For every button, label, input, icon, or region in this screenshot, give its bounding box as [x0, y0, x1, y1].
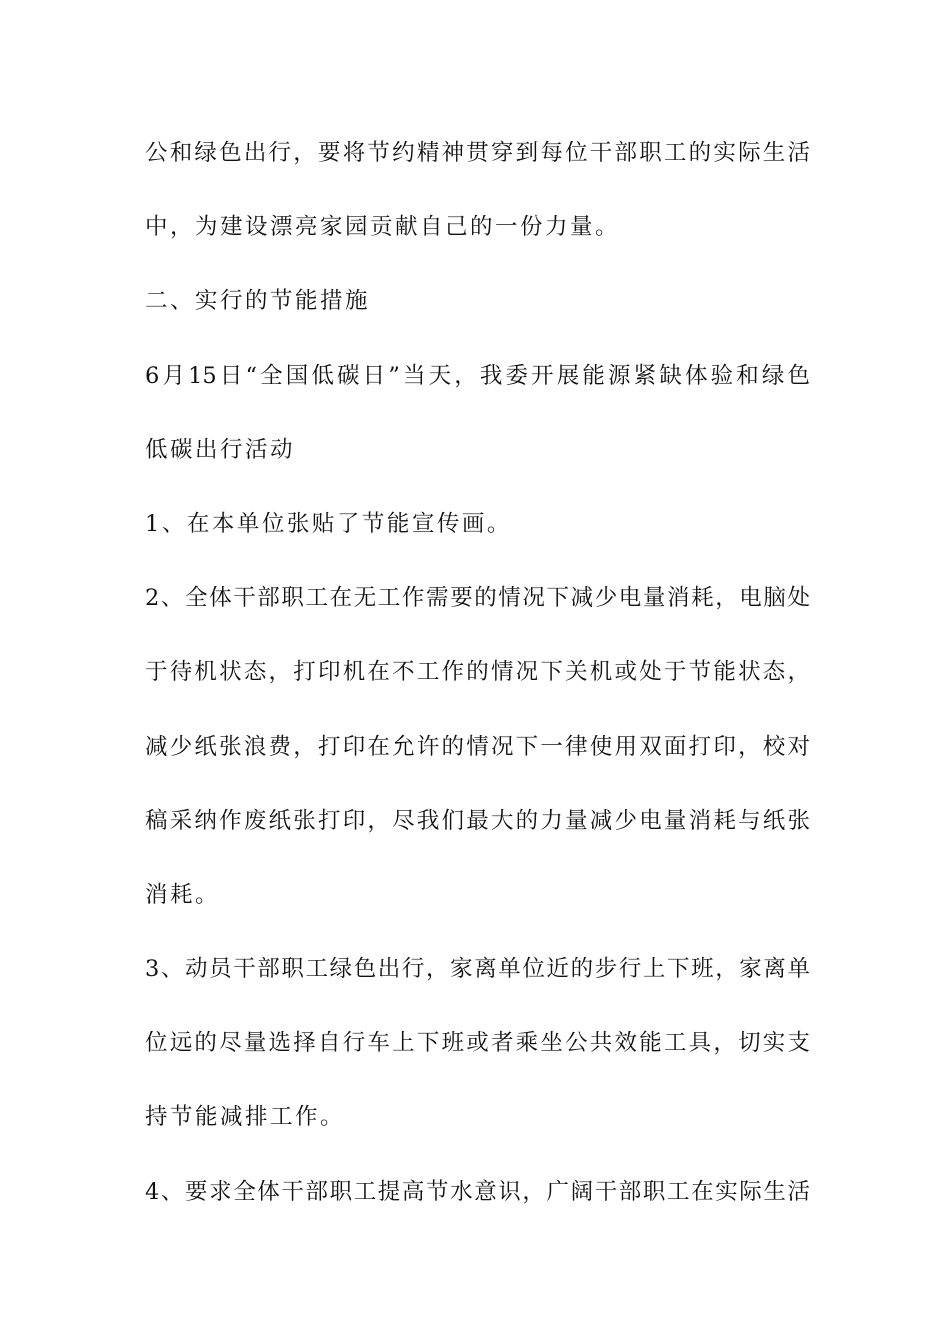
paragraph-line: 持节能减排工作。 — [145, 1104, 346, 1131]
paragraph-line: 消耗。 — [145, 881, 221, 908]
paragraph-line: 低碳出行活动 — [145, 436, 296, 463]
paragraph-line: 于待机状态，打印机在不工作的情况下关机或处于节能状态， — [145, 659, 810, 686]
paragraph-line: 位远的尽量选择自行车上下班或者乘坐公共效能工具，切实支 — [145, 1030, 810, 1057]
paragraph-line: 中，为建设漂亮家园贡献自己的一份力量。 — [145, 214, 621, 241]
list-item: 1、在本单位张贴了节能宣传画。 — [145, 510, 512, 537]
list-item: 4、要求全体干部职工提高节水意识，广阔干部职工在实际生活 — [145, 1178, 810, 1205]
paragraph-line: 减少纸张浪费，打印在允许的情况下一律使用双面打印，校对 — [145, 733, 810, 760]
section-heading: 二、实行的节能措施 — [145, 288, 371, 315]
paragraph-line: 公和绿色出行，要将节约精神贯穿到每位干部职工的实际生活 — [145, 140, 810, 166]
paragraph-line: 6月15日“全国低碳日”当天，我委开展能源紧缺体验和绿色 — [145, 362, 810, 389]
document-body — [145, 131, 810, 1244]
list-item: 3、动员干部职工绿色出行，家离单位近的步行上下班，家离单 — [145, 956, 810, 983]
paragraph-line: 稿采纳作废纸张打印，尽我们最大的力量减少电量消耗与纸张 — [145, 807, 810, 834]
list-item: 2、全体干部职工在无工作需要的情况下减少电量消耗，电脑处 — [145, 585, 810, 612]
